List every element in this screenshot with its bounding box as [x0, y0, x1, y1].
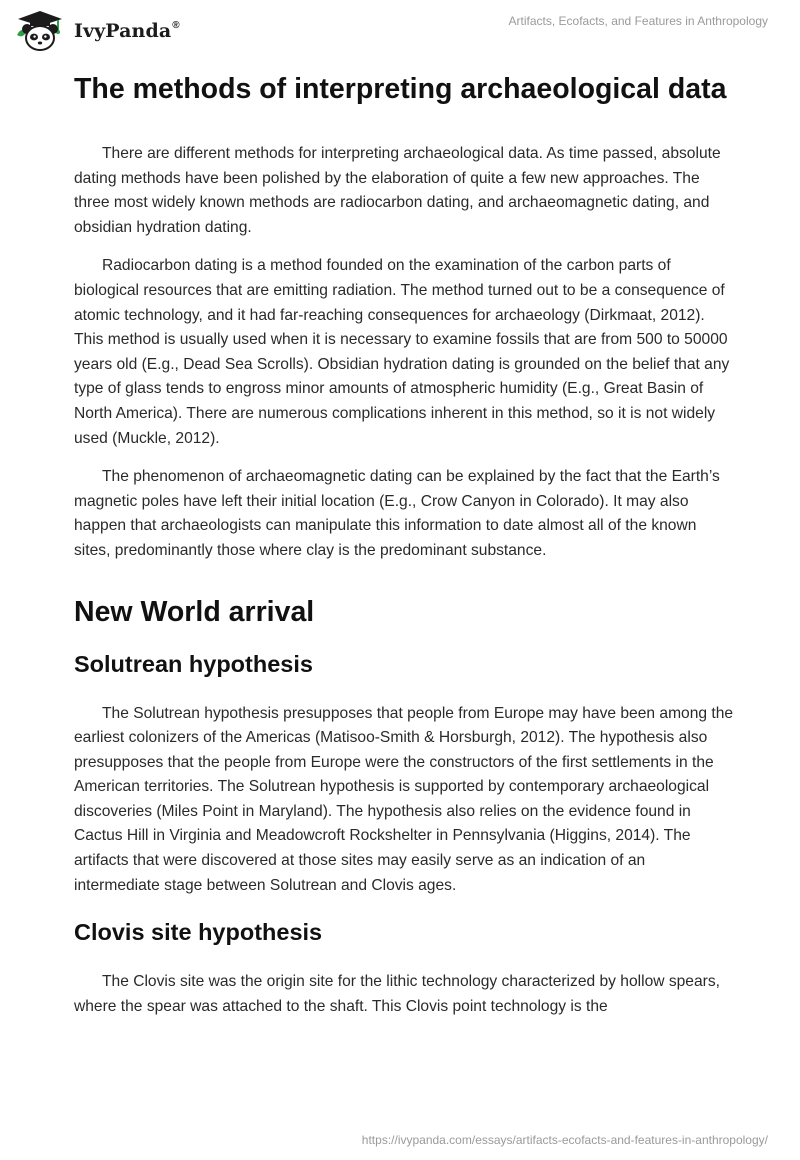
ivypanda-logo[interactable] [14, 9, 180, 53]
source-url[interactable]: https://ivypanda.com/essays/artifacts-ecofacts-and-features-in-anthropology/ [361, 1133, 768, 1147]
article-body [74, 70, 734, 1019]
paragraph-archaeomagnetic: The phenomenon of archaeomagnetic dating can be explained by the fact that the Earth’s magnetic poles have left their initial location (E.g., Crow Canyon in Colorado). It may also happen that archaeologists can manipulate this information to date almost all of the known sites, predominantly those where clay is the predominant substance. [74, 468, 720, 559]
brand-label: IvyPanda [74, 20, 172, 42]
section-title-new-world: New World arrival [74, 595, 315, 628]
paragraph-clovis: The Clovis site was the origin site for the lithic technology characterized by hollow spears, where the spear was attached to the shaft. This Clovis point technology is the [74, 973, 720, 1015]
subsection-title-solutrean: Solutrean hypothesis [74, 650, 313, 677]
paragraph-solutrean: The Solutrean hypothesis presupposes that people from Europe may have been among the earliest colonizers of the Americas (Matisoo-Smith & Horsburgh, 2012). The hypothesis also presupposes that the people from Europe were the constructors of the first settlements in the American territories. The Solutrean hypothesis is supported by contemporary archaeological discoveries (Miles Point in Maryland). The hypothesis also relies on the evidence found in Cactus Hill in Virginia and Meadowcroft Rockshelter in Pennsylvania (Higgins, 2014). The artifacts that were discovered at those sites may easily serve as an indication of an intermediate stage between Solutrean and Clovis ages. [74, 704, 734, 894]
page-header [0, 0, 800, 60]
paragraph-methods-intro: There are different methods for interpreting archaeological data. As time passed, absolute dating methods have been polished by the elaboration of quite a few new approaches. The three most widely known methods are radiocarbon dating, and archaeomagnetic dating, and obsidian hydration dating. [74, 145, 721, 236]
subsection-title-clovis: Clovis site hypothesis [74, 919, 323, 946]
brand-name [74, 20, 180, 42]
running-title: Artifacts, Ecofacts, and Features in Anthropology [508, 14, 768, 28]
paragraph-radiocarbon: Radiocarbon dating is a method founded on the examination of the carbon parts of biological resources that are emitting radiation. The method turned out to be a consequence of atomic technology, and it had far-reaching consequences for archaeology (Dirkmaat, 2012). This method is usually used when it is necessary to examine fossils that are from 500 to 50000 years old (E.g., Dead Sea Scrolls). Obsidian hydration dating is grounded on the belief that any type of glass tends to engross minor amounts of atmospheric humidity (E.g., Great Basin of North America). There are numerous complications inherent in this method, so it is not widely used (Muckle, 2012). [74, 257, 730, 447]
panda-graduate-icon [14, 9, 66, 53]
trademark-symbol: ® [172, 20, 180, 31]
section-title-methods: The methods of interpreting archaeological data [74, 73, 727, 105]
